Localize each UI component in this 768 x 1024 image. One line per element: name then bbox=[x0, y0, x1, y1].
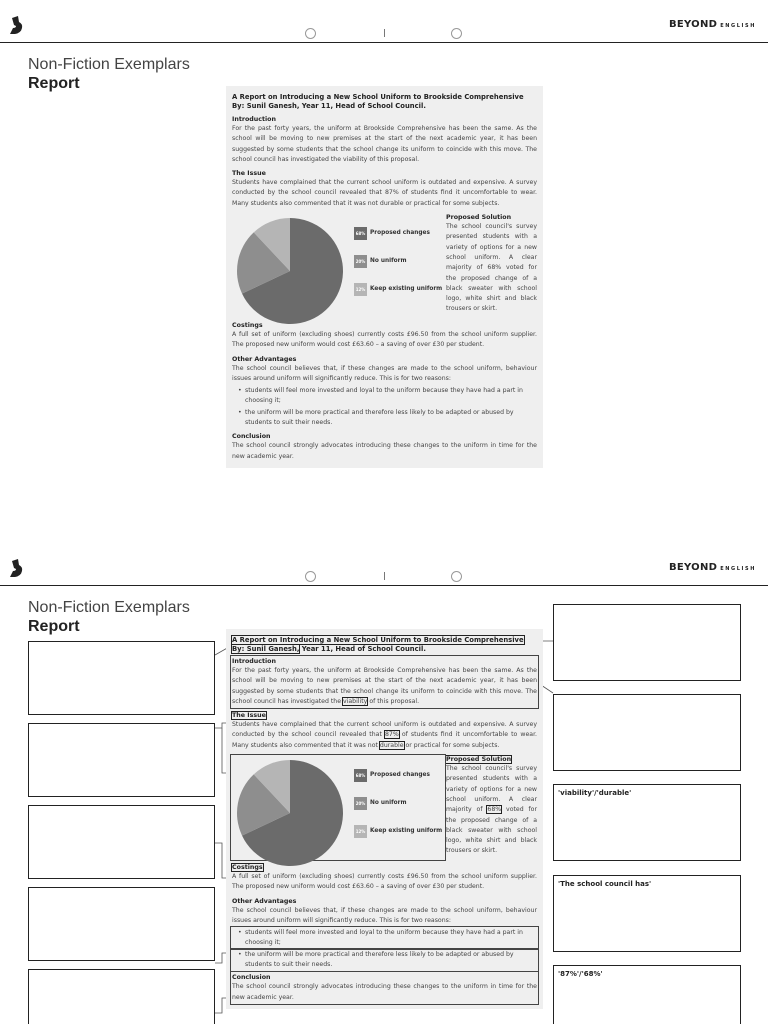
costings-heading: Costings bbox=[232, 864, 263, 872]
legend-label: Proposed changes bbox=[370, 230, 430, 237]
intro-heading: Introduction bbox=[232, 658, 276, 665]
advantages-text: The school council believes that, if these changes are made to the school uniform, behaviour issues around uniform will significantly reduce. This is for two reasons: bbox=[232, 906, 537, 924]
header-rule bbox=[0, 42, 768, 43]
annotated-exemplar-page bbox=[0, 543, 768, 1024]
brand-wordmark bbox=[669, 19, 756, 30]
annotation-box[interactable] bbox=[28, 805, 215, 879]
legend-swatch: 68% bbox=[354, 769, 367, 782]
legend-swatch: 68% bbox=[354, 227, 367, 240]
header-rule bbox=[0, 585, 768, 586]
list-item: • students will feel more invested and loyal to the uniform because they have had a part in choosing it; bbox=[232, 386, 537, 406]
legend-label: No uniform bbox=[370, 258, 407, 265]
annotation-box[interactable] bbox=[28, 887, 215, 961]
legend-item bbox=[354, 768, 442, 782]
conclusion-heading: Conclusion bbox=[232, 433, 271, 441]
legend-item bbox=[354, 796, 442, 810]
brand-primary: BEYOND bbox=[668, 562, 718, 573]
proposed-solution bbox=[444, 756, 537, 859]
conclusion-block bbox=[232, 973, 537, 1003]
solution-heading: Proposed Solution bbox=[446, 756, 512, 764]
brand-wordmark bbox=[669, 562, 756, 573]
intro-heading: Introduction bbox=[232, 116, 276, 123]
issue-heading: The Issue bbox=[232, 170, 266, 178]
brand-primary: BEYOND bbox=[668, 19, 718, 30]
survey-section bbox=[232, 756, 537, 859]
page-title-line2: Report bbox=[28, 75, 80, 92]
conclusion-heading: Conclusion bbox=[232, 974, 271, 982]
report-document bbox=[226, 629, 543, 1009]
page-title-line2: Report bbox=[28, 618, 80, 635]
solution-text: The school council's survey presented students with a variety of options for a new school uniform. A clear majority of 68% voted for the proposed change of a black sweater with school logo, white shirt and black trousers or skirt. bbox=[446, 765, 538, 855]
legend-label: Keep existing uniform bbox=[370, 286, 443, 293]
advantages-heading: Other Advantages bbox=[232, 897, 297, 905]
report-document bbox=[226, 86, 543, 468]
issue-text: Students have complained that the current school uniform is outdated and expensive. A survey conducted by the school council revealed that 87% of students find it uncomfortable to wear. Many students also commented that it was not durable or practical for some subjects. bbox=[232, 721, 538, 749]
survey-chart bbox=[232, 214, 444, 317]
annotation-box[interactable] bbox=[553, 694, 741, 771]
pie-legend bbox=[354, 226, 442, 310]
annotation-box[interactable]: '87%'/'68%' bbox=[553, 965, 741, 1024]
advantages-text: The school council believes that, if these changes are made to the school uniform, behaviour issues around uniform will significantly reduce. This is for two reasons: bbox=[232, 364, 537, 382]
beyond-logo-icon bbox=[10, 559, 24, 577]
legend-item bbox=[354, 824, 442, 838]
brand-secondary: ENGLISH bbox=[720, 566, 756, 572]
costings-text: A full set of uniform (excluding shoes) currently costs £96.50 from the school uniform supplier. The proposed new uniform would cost £63.60 – a saving of over £30 per student. bbox=[232, 873, 537, 891]
intro-block bbox=[232, 657, 537, 707]
brand-secondary: ENGLISH bbox=[720, 23, 756, 29]
legend-item bbox=[354, 226, 442, 240]
solution-heading: Proposed Solution bbox=[446, 214, 512, 222]
report-title: A Report on Introducing a New School Uniform to Brookside Comprehensive bbox=[232, 636, 524, 644]
annotation-box[interactable]: 'viability'/'durable' bbox=[553, 784, 741, 861]
advantages-list bbox=[232, 386, 537, 428]
beyond-logo-icon bbox=[10, 16, 24, 34]
punch-hole-icon bbox=[305, 571, 316, 582]
pie-legend bbox=[354, 768, 442, 852]
solution-text: The school council's survey presented students with a variety of options for a new school uniform. A clear majority of 68% voted for the proposed change of a black sweater with school logo, white shirt and black trousers or skirt. bbox=[446, 223, 538, 313]
punch-hole-icon bbox=[451, 571, 462, 582]
page-title bbox=[28, 599, 190, 637]
legend-label: Proposed changes bbox=[370, 772, 430, 779]
legend-label: Keep existing uniform bbox=[370, 828, 443, 835]
annotation-box[interactable]: 'The school council has' bbox=[553, 875, 741, 952]
list-item: • the uniform will be more practical and therefore less likely to be adapted or abused by students to suit their needs. bbox=[232, 950, 537, 970]
report-byline: By: Sunil Ganesh, Year 11, Head of School Council. bbox=[232, 102, 426, 110]
center-mark bbox=[384, 572, 385, 580]
report-title: A Report on Introducing a New School Uniform to Brookside Comprehensive bbox=[232, 93, 524, 101]
center-mark bbox=[384, 29, 385, 37]
legend-swatch: 12% bbox=[354, 283, 367, 296]
legend-swatch: 20% bbox=[354, 797, 367, 810]
costings-heading: Costings bbox=[232, 322, 263, 330]
page-title-line1: Non-Fiction Exemplars bbox=[28, 599, 190, 616]
annotation-box[interactable] bbox=[28, 641, 215, 715]
legend-label: No uniform bbox=[370, 800, 407, 807]
survey-section bbox=[232, 214, 537, 317]
page-title-line1: Non-Fiction Exemplars bbox=[28, 56, 190, 73]
annotation-box[interactable] bbox=[28, 723, 215, 797]
issue-heading: The Issue bbox=[232, 712, 266, 720]
report-byline: By: Sunil Ganesh, Year 11, Head of School Council. bbox=[232, 645, 426, 653]
legend-swatch: 20% bbox=[354, 255, 367, 268]
annotation-box[interactable] bbox=[553, 604, 741, 681]
pie-chart bbox=[236, 759, 344, 867]
annotation-box[interactable] bbox=[28, 969, 215, 1024]
intro-text: For the past forty years, the uniform at Brookside Comprehensive has been the same. As the school will be moving to new premises at the start of the next academic year, it has been suggested by some students that the school change its uniform to coincide with this move. The school council has investigated the viability of this proposal. bbox=[232, 125, 537, 163]
legend-item bbox=[354, 254, 442, 268]
conclusion-text: The school council strongly advocates introducing these changes to the uniform in time for the new academic year. bbox=[232, 442, 537, 460]
punch-hole-icon bbox=[451, 28, 462, 39]
proposed-solution bbox=[444, 214, 537, 317]
page-title bbox=[28, 56, 190, 94]
punch-hole-icon bbox=[305, 28, 316, 39]
legend-item bbox=[354, 282, 442, 296]
advantages-heading: Other Advantages bbox=[232, 355, 297, 363]
advantages-list bbox=[232, 928, 537, 970]
intro-text: For the past forty years, the uniform at Brookside Comprehensive has been the same. As the school will be moving to new premises at the start of the next academic year, it has been suggested by some students that the school change its uniform to coincide with this move. The school council has investigated the viability of this proposal. bbox=[232, 667, 537, 705]
survey-chart bbox=[232, 756, 444, 859]
costings-text: A full set of uniform (excluding shoes) currently costs £96.50 from the school uniform supplier. The proposed new uniform would cost £63.60 – a saving of over £30 per student. bbox=[232, 331, 537, 349]
pie-chart bbox=[236, 217, 344, 325]
list-item: • students will feel more invested and loyal to the uniform because they have had a part in choosing it; bbox=[232, 928, 537, 948]
list-item: • the uniform will be more practical and therefore less likely to be adapted or abused by students to suit their needs. bbox=[232, 408, 537, 428]
conclusion-text: The school council strongly advocates introducing these changes to the uniform in time for the new academic year. bbox=[232, 983, 537, 1001]
legend-swatch: 12% bbox=[354, 825, 367, 838]
issue-text: Students have complained that the current school uniform is outdated and expensive. A survey conducted by the school council revealed that 87% of students find it uncomfortable to wear. Many students also commented that it was not durable or practical for some subjects. bbox=[232, 179, 538, 207]
